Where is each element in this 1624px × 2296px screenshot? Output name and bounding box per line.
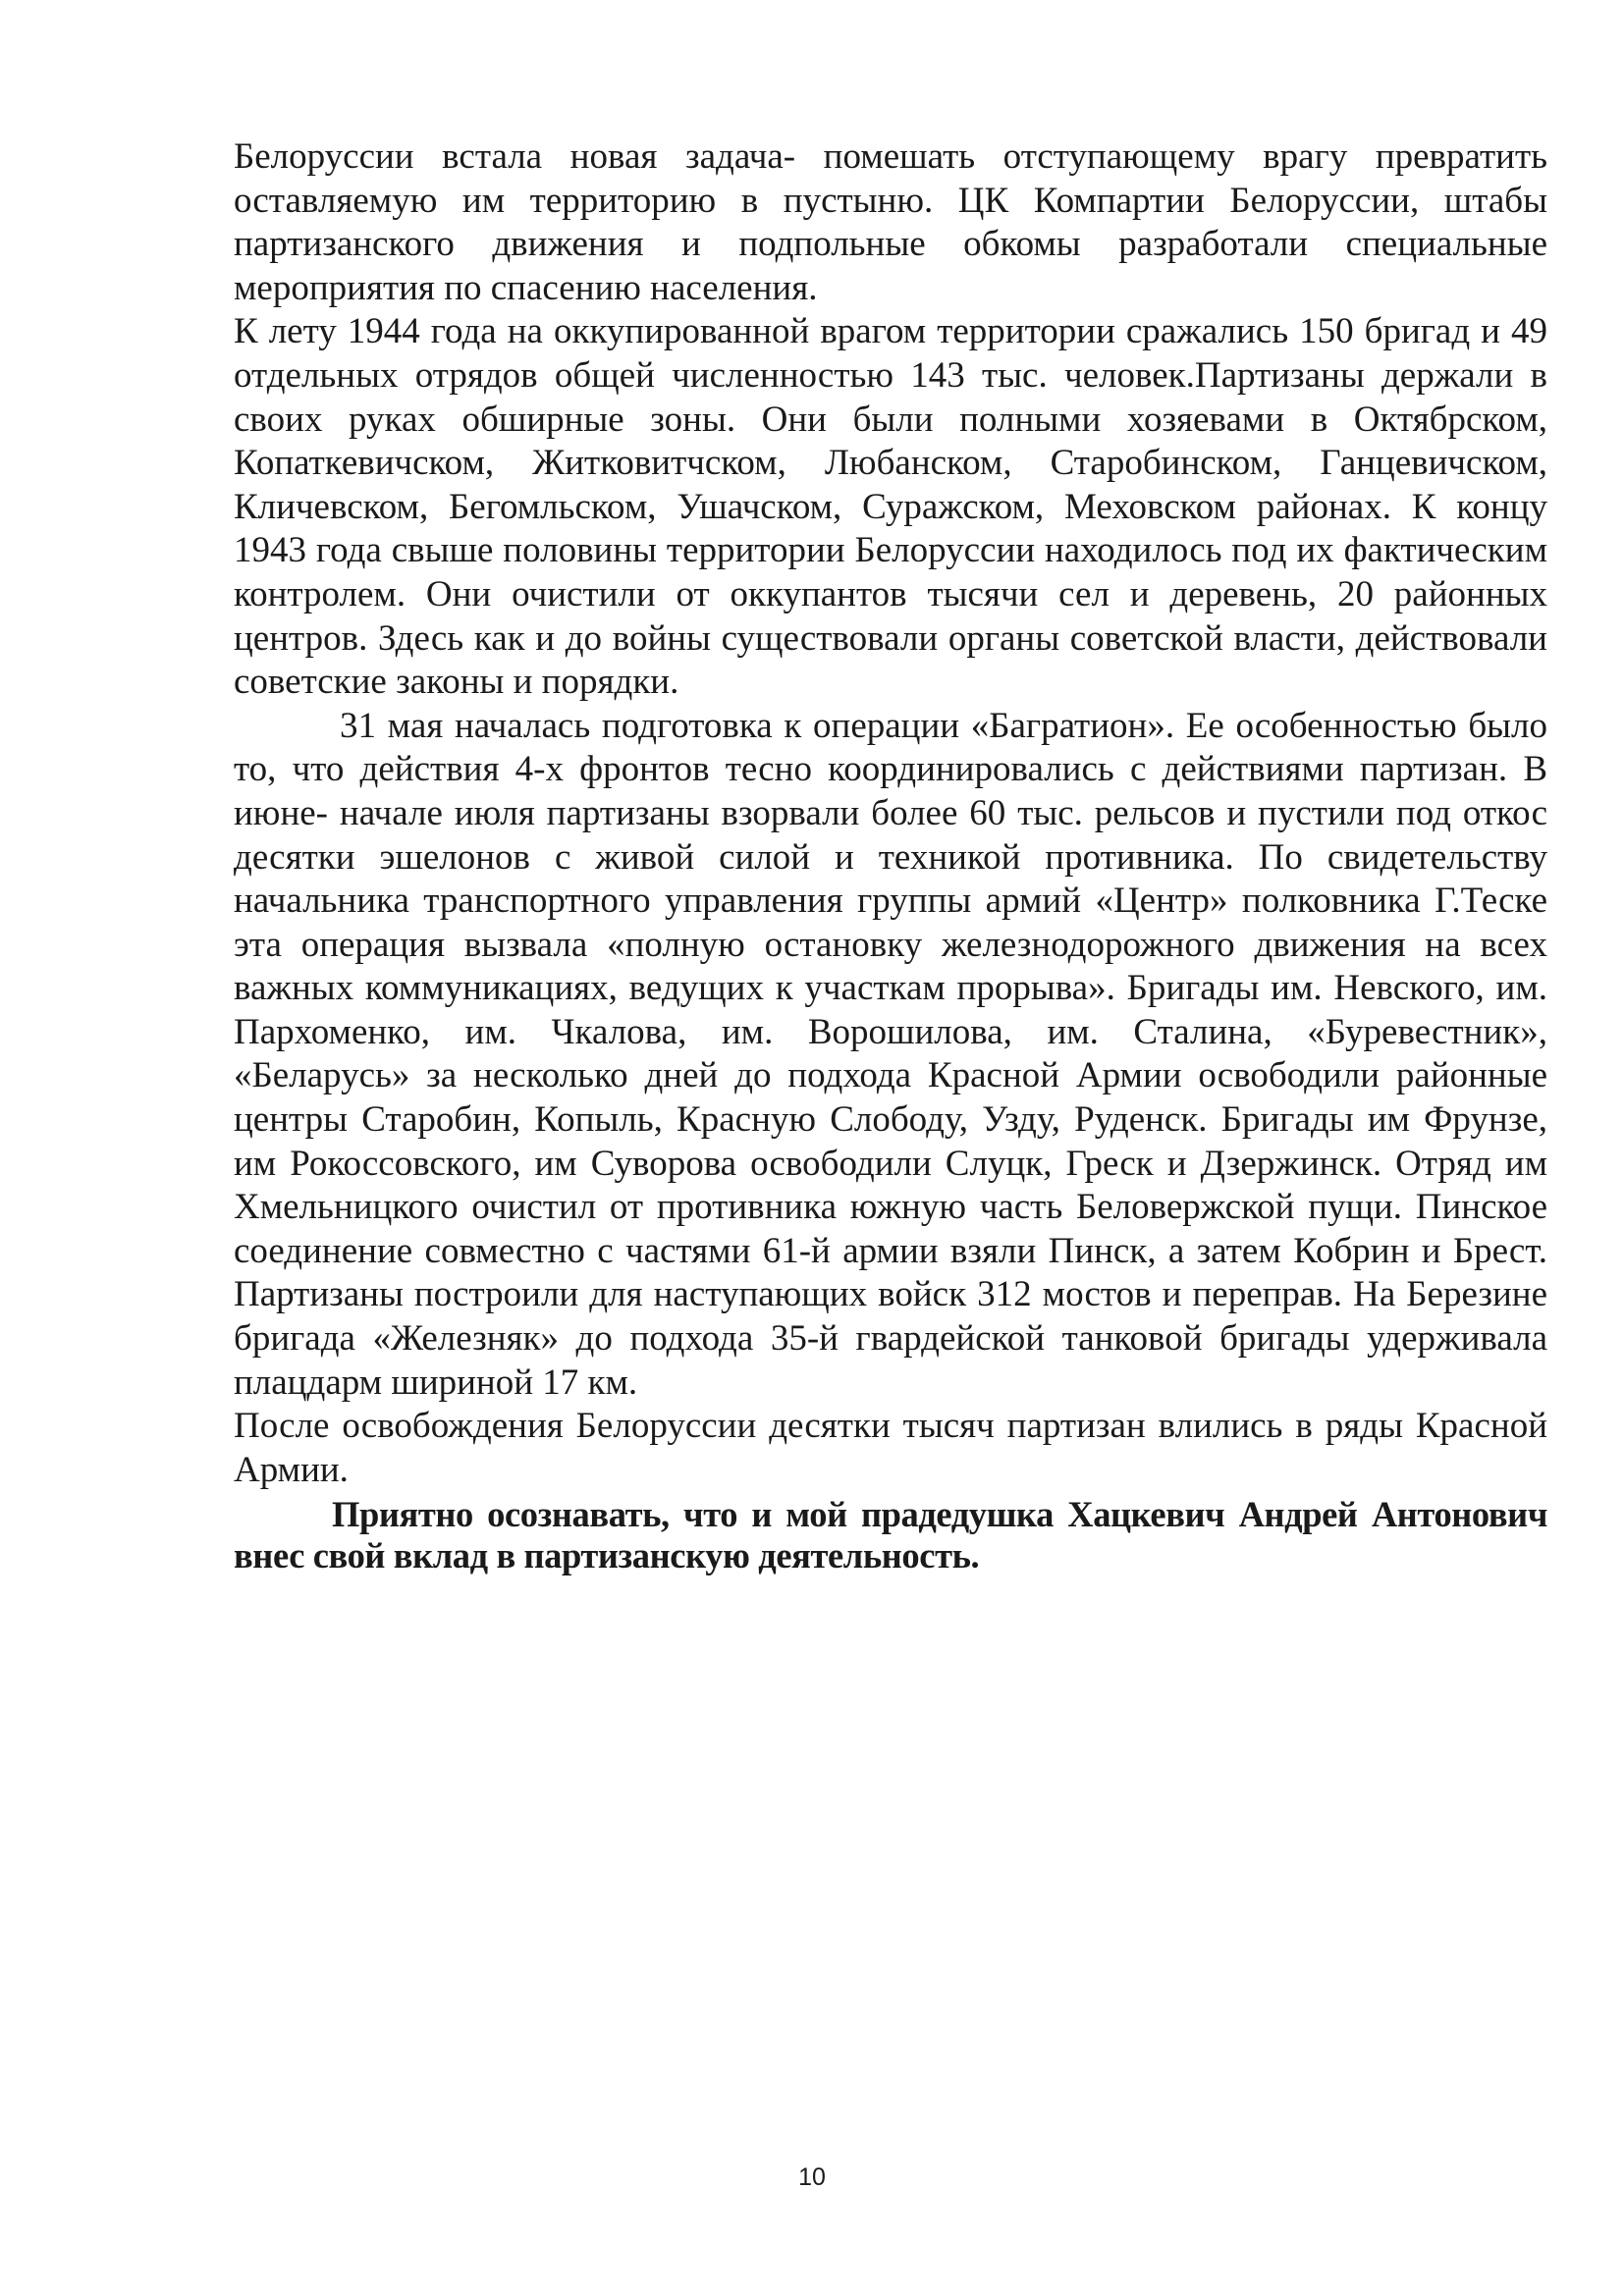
- conclusion-paragraph: Приятно осознавать, что и мой прадедушка Хацкевич Андрей Антонович внес свой вклад в партизанскую деятельность.: [234, 1494, 1547, 1576]
- paragraph-3: 31 мая началась подготовка к операции «Багратион». Ее особенностью было то, что действия 4-х фронтов тесно координировались с действиями партизан. В июне- начале июля партизаны взорвали более 60 тыс. рельсов и пустили под откос десятки эшелонов с живой силой и техникой противника. По свидетельству начальника транспортного управления группы армий «Центр» полковника Г.Теске эта операция вызвала «полную остановку железнодорожного движения на всех важных коммуникациях, ведущих к участкам прорыва». Бригады им. Невского, им. Пархоменко, им. Чкалова, им. Ворошилова, им. Сталина, «Буревестник», «Беларусь» за несколько дней до подхода Красной Армии освободили районные центры Старобин, Копыль, Красную Слободу, Узду, Руденск. Бригады им Фрунзе, им Рокоссовского, им Суворова освободили Слуцк, Греск и Дзержинск. Отряд им Хмельницкого очистил от противника южную часть Беловержской пущи. Пинское соединение совместно с частями 61-й армии взяли Пинск, а затем Кобрин и Брест. Партизаны построили для наступающих войск 312 мостов и переправ. На Березине бригада «Железняк» до подхода 35-й гвардейской танковой бригады удерживала плацдарм шириной 17 км.: [234, 705, 1547, 1403]
- paragraph-4: После освобождения Белоруссии десятки тысяч партизан влились в ряды Красной Армии.: [234, 1406, 1547, 1490]
- paragraph-1: Белоруссии встала новая задача- помешать отступающему врагу превратить оставляемую им территорию в пустыню. ЦК Компартии Белоруссии, штабы партизанского движения и подпольные обкомы разработали специальные мероприятия по спасению населения.: [234, 136, 1547, 308]
- page-number: 10: [798, 2163, 826, 2191]
- paragraph-2: К лету 1944 года на оккупированной врагом территории сражались 150 бригад и 49 отдельных отрядов общей численностью 143 тыс. человек.Партизаны держали в своих руках обширные зоны. Они были полными хозяевами в Октябрском, Копаткевичском, Житковитчском, Любанском, Старобинском, Ганцевичском, Кличевском, Бегомльском, Ушачском, Суражском, Меховском районах. К концу 1943 года свыше половины территории Белоруссии находилось под их фактическим контролем. Они очистили от оккупантов тысячи сел и деревень, 20 районных центров. Здесь как и до войны существовали органы советской власти, действовали советские законы и порядки.: [234, 311, 1547, 703]
- document-page: [234, 135, 1547, 1576]
